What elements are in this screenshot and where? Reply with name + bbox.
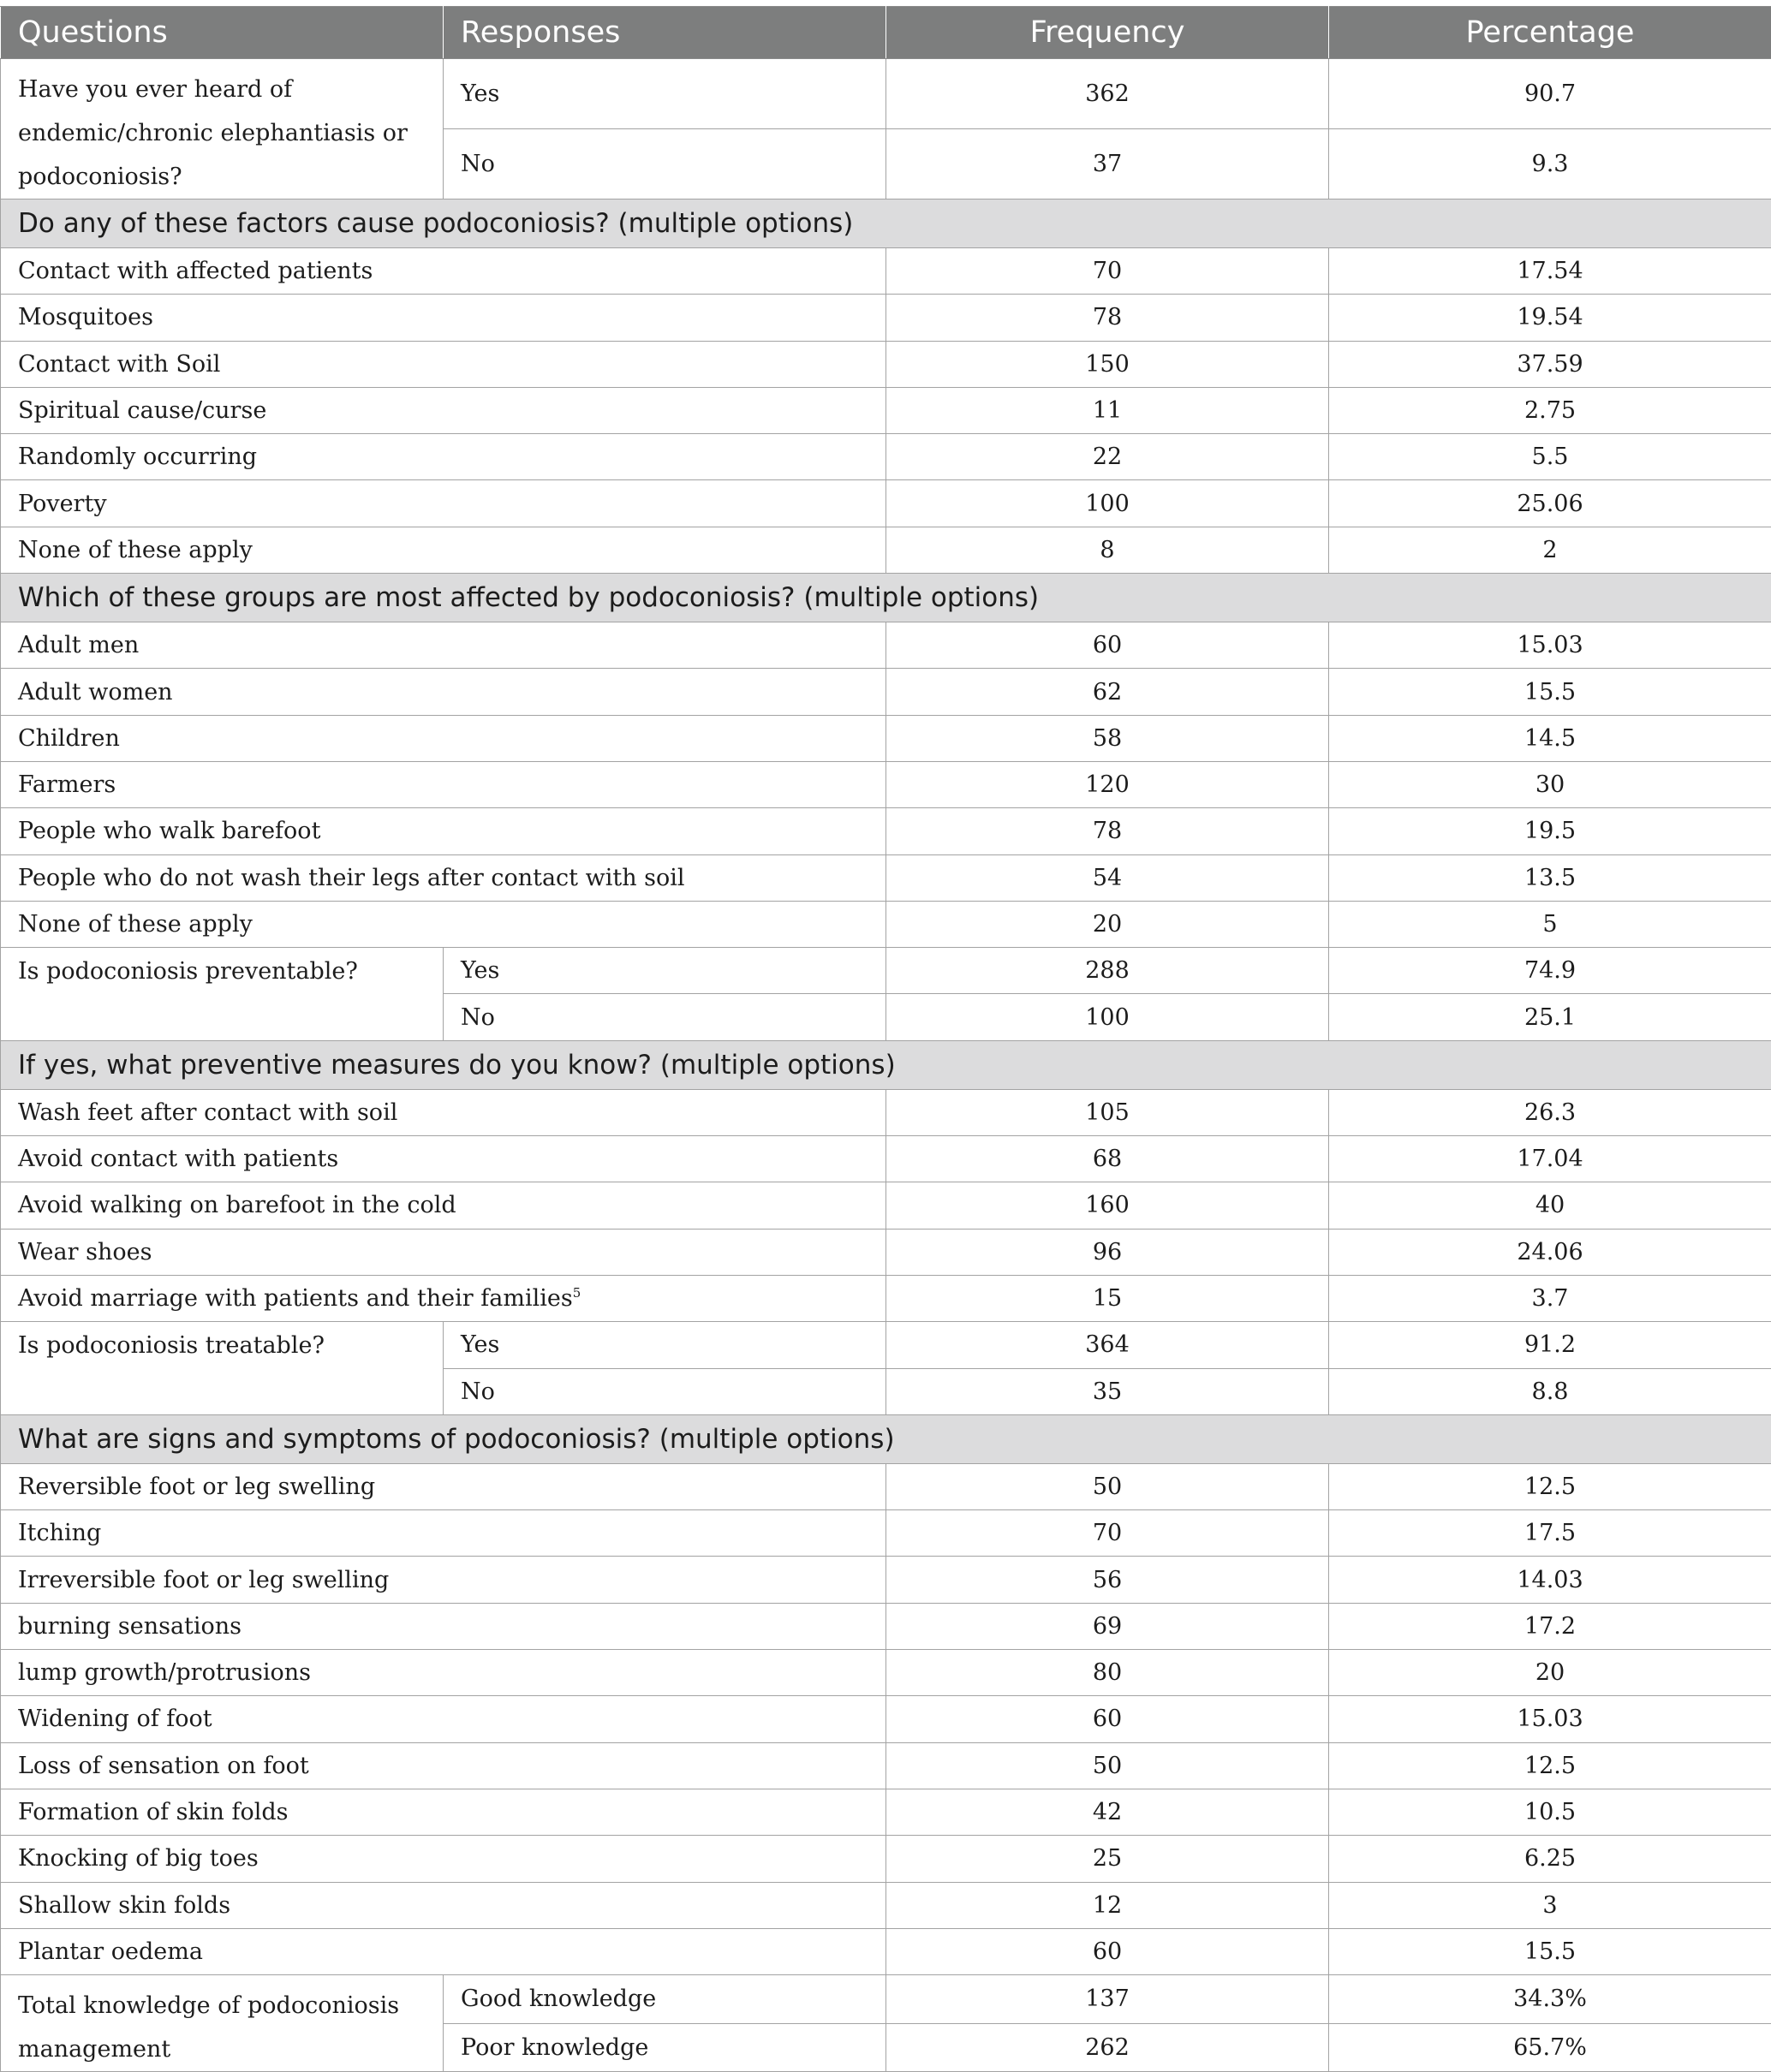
frequency-cell: 120 <box>886 761 1329 807</box>
frequency-cell: 70 <box>886 248 1329 295</box>
label-cell: Avoid walking on barefoot in the cold <box>1 1182 886 1229</box>
label-cell: Avoid contact with patients <box>1 1136 886 1182</box>
label-cell: Contact with affected patients <box>1 248 886 295</box>
label-cell: Wash feet after contact with soil <box>1 1089 886 1135</box>
label-cell: Formation of skin folds <box>1 1789 886 1835</box>
header-questions: Questions <box>1 7 444 59</box>
frequency-cell: 15 <box>886 1275 1329 1321</box>
frequency-cell: 42 <box>886 1789 1329 1835</box>
frequency-cell: 25 <box>886 1836 1329 1882</box>
percentage-cell: 3 <box>1329 1882 1771 1928</box>
frequency-cell: 60 <box>886 1928 1329 1974</box>
knowledge-table <box>0 6 1771 2072</box>
table-row <box>1 295 1771 341</box>
percentage-cell: 15.5 <box>1329 669 1771 715</box>
label-cell: None of these apply <box>1 527 886 573</box>
response-cell: No <box>444 994 886 1040</box>
percentage-cell: 19.54 <box>1329 295 1771 341</box>
section-header-row <box>1 574 1771 622</box>
table-row <box>1 248 1771 295</box>
percentage-cell: 12.5 <box>1329 1463 1771 1509</box>
percentage-cell: 25.06 <box>1329 480 1771 527</box>
percentage-cell: 17.04 <box>1329 1136 1771 1182</box>
frequency-cell: 288 <box>886 948 1329 994</box>
table-row <box>1 715 1771 761</box>
percentage-cell: 12.5 <box>1329 1742 1771 1789</box>
label-cell: Adult men <box>1 622 886 669</box>
table-row <box>1 669 1771 715</box>
table-row <box>1 527 1771 573</box>
label-cell: Adult women <box>1 669 886 715</box>
frequency-cell: 68 <box>886 1136 1329 1182</box>
frequency-cell: 8 <box>886 527 1329 573</box>
frequency-cell: 362 <box>886 59 1329 129</box>
percentage-cell: 8.8 <box>1329 1368 1771 1414</box>
table-row <box>1 59 1771 129</box>
table-row <box>1 1836 1771 1882</box>
table-row <box>1 1229 1771 1275</box>
percentage-cell: 30 <box>1329 761 1771 807</box>
table-row <box>1 1463 1771 1509</box>
section-title: What are signs and symptoms of podoconiosis? (multiple options) <box>1 1414 1771 1463</box>
header-percentage: Percentage <box>1329 7 1771 59</box>
table-row <box>1 1136 1771 1182</box>
percentage-cell: 9.3 <box>1329 129 1771 199</box>
label-cell: Children <box>1 715 886 761</box>
question-cell: Total knowledge of podoconiosis management <box>1 1975 444 2072</box>
percentage-cell: 15.5 <box>1329 1928 1771 1974</box>
section-header-row <box>1 1040 1771 1089</box>
table-row <box>1 948 1771 994</box>
frequency-cell: 22 <box>886 434 1329 480</box>
frequency-cell: 80 <box>886 1650 1329 1696</box>
percentage-cell: 14.03 <box>1329 1557 1771 1603</box>
percentage-cell: 15.03 <box>1329 1696 1771 1742</box>
label-cell: People who do not wash their legs after contact with soil <box>1 854 886 901</box>
frequency-cell: 69 <box>886 1603 1329 1649</box>
table-row <box>1 480 1771 527</box>
header-frequency: Frequency <box>886 7 1329 59</box>
table-row <box>1 761 1771 807</box>
label-cell: Reversible foot or leg swelling <box>1 1463 886 1509</box>
percentage-cell: 40 <box>1329 1182 1771 1229</box>
label-cell: Farmers <box>1 761 886 807</box>
frequency-cell: 78 <box>886 295 1329 341</box>
table-row <box>1 1789 1771 1835</box>
label-cell: Irreversible foot or leg swelling <box>1 1557 886 1603</box>
table-row <box>1 341 1771 387</box>
frequency-cell: 137 <box>886 1975 1329 2024</box>
label-cell: Widening of foot <box>1 1696 886 1742</box>
label-cell: Shallow skin folds <box>1 1882 886 1928</box>
frequency-cell: 78 <box>886 808 1329 854</box>
frequency-cell: 50 <box>886 1463 1329 1509</box>
table-row <box>1 622 1771 669</box>
frequency-cell: 12 <box>886 1882 1329 1928</box>
table-row <box>1 1089 1771 1135</box>
percentage-cell: 25.1 <box>1329 994 1771 1040</box>
label-cell: Knocking of big toes <box>1 1836 886 1882</box>
percentage-cell: 26.3 <box>1329 1089 1771 1135</box>
percentage-cell: 2 <box>1329 527 1771 573</box>
percentage-cell: 2.75 <box>1329 387 1771 433</box>
label-cell: lump growth/protrusions <box>1 1650 886 1696</box>
frequency-cell: 364 <box>886 1322 1329 1368</box>
frequency-cell: 60 <box>886 622 1329 669</box>
percentage-cell: 17.54 <box>1329 248 1771 295</box>
table-row <box>1 1928 1771 1974</box>
response-cell: Poor knowledge <box>444 2023 886 2072</box>
percentage-cell: 10.5 <box>1329 1789 1771 1835</box>
percentage-cell: 91.2 <box>1329 1322 1771 1368</box>
section-header-row <box>1 199 1771 248</box>
label-cell: Mosquitoes <box>1 295 886 341</box>
table-row <box>1 808 1771 854</box>
question-cell: Is podoconiosis treatable? <box>1 1322 444 1415</box>
section-header-row <box>1 1414 1771 1463</box>
frequency-cell: 50 <box>886 1742 1329 1789</box>
response-cell: No <box>444 129 886 199</box>
label-cell: People who walk barefoot <box>1 808 886 854</box>
table-row <box>1 1322 1771 1368</box>
percentage-cell: 5 <box>1329 901 1771 947</box>
table-row <box>1 1275 1771 1321</box>
percentage-cell: 37.59 <box>1329 341 1771 387</box>
label-cell: Poverty <box>1 480 886 527</box>
percentage-cell: 24.06 <box>1329 1229 1771 1275</box>
percentage-cell: 3.7 <box>1329 1275 1771 1321</box>
frequency-cell: 150 <box>886 341 1329 387</box>
frequency-cell: 96 <box>886 1229 1329 1275</box>
response-cell: Yes <box>444 1322 886 1368</box>
percentage-cell: 14.5 <box>1329 715 1771 761</box>
section-title: Do any of these factors cause podoconiosis? (multiple options) <box>1 199 1771 248</box>
section-title: If yes, what preventive measures do you know? (multiple options) <box>1 1040 1771 1089</box>
header-responses: Responses <box>444 7 886 59</box>
table-row <box>1 1557 1771 1603</box>
frequency-cell: 20 <box>886 901 1329 947</box>
question-cell: Is podoconiosis preventable? <box>1 948 444 1041</box>
percentage-cell: 20 <box>1329 1650 1771 1696</box>
table-row <box>1 1975 1771 2024</box>
table-row <box>1 1650 1771 1696</box>
percentage-cell: 6.25 <box>1329 1836 1771 1882</box>
frequency-cell: 100 <box>886 994 1329 1040</box>
frequency-cell: 70 <box>886 1510 1329 1557</box>
percentage-cell: 65.7% <box>1329 2023 1771 2072</box>
header-row <box>1 7 1771 59</box>
label-cell: None of these apply <box>1 901 886 947</box>
percentage-cell: 15.03 <box>1329 622 1771 669</box>
frequency-cell: 60 <box>886 1696 1329 1742</box>
label-cell <box>1 1275 886 1321</box>
section-title: Which of these groups are most affected by podoconiosis? (multiple options) <box>1 574 1771 622</box>
label-cell: Itching <box>1 1510 886 1557</box>
footnote-marker: 5 <box>573 1285 581 1301</box>
table-row <box>1 387 1771 433</box>
frequency-cell: 11 <box>886 387 1329 433</box>
frequency-cell: 62 <box>886 669 1329 715</box>
response-cell: No <box>444 1368 886 1414</box>
percentage-cell: 90.7 <box>1329 59 1771 129</box>
percentage-cell: 13.5 <box>1329 854 1771 901</box>
table-row <box>1 1742 1771 1789</box>
frequency-cell: 56 <box>886 1557 1329 1603</box>
frequency-cell: 160 <box>886 1182 1329 1229</box>
table-row <box>1 1510 1771 1557</box>
frequency-cell: 35 <box>886 1368 1329 1414</box>
table-row <box>1 1696 1771 1742</box>
label-cell: Wear shoes <box>1 1229 886 1275</box>
frequency-cell: 105 <box>886 1089 1329 1135</box>
marriage-label: Avoid marriage with patients and their families <box>18 1285 573 1312</box>
label-cell: Contact with Soil <box>1 341 886 387</box>
percentage-cell: 34.3% <box>1329 1975 1771 2024</box>
table-row <box>1 1182 1771 1229</box>
label-cell: Loss of sensation on foot <box>1 1742 886 1789</box>
frequency-cell: 54 <box>886 854 1329 901</box>
table-row <box>1 434 1771 480</box>
table-row <box>1 1882 1771 1928</box>
frequency-cell: 262 <box>886 2023 1329 2072</box>
label-cell: Randomly occurring <box>1 434 886 480</box>
percentage-cell: 17.2 <box>1329 1603 1771 1649</box>
label-cell: Spiritual cause/curse <box>1 387 886 433</box>
frequency-cell: 58 <box>886 715 1329 761</box>
response-cell: Yes <box>444 59 886 129</box>
percentage-cell: 17.5 <box>1329 1510 1771 1557</box>
frequency-cell: 100 <box>886 480 1329 527</box>
response-cell: Yes <box>444 948 886 994</box>
percentage-cell: 5.5 <box>1329 434 1771 480</box>
label-cell: Plantar oedema <box>1 1928 886 1974</box>
percentage-cell: 74.9 <box>1329 948 1771 994</box>
question-cell: Have you ever heard of endemic/chronic elephantiasis or podoconiosis? <box>1 59 444 199</box>
table-row <box>1 1603 1771 1649</box>
table-row <box>1 901 1771 947</box>
percentage-cell: 19.5 <box>1329 808 1771 854</box>
label-cell: burning sensations <box>1 1603 886 1649</box>
frequency-cell: 37 <box>886 129 1329 199</box>
table-row <box>1 854 1771 901</box>
response-cell: Good knowledge <box>444 1975 886 2024</box>
